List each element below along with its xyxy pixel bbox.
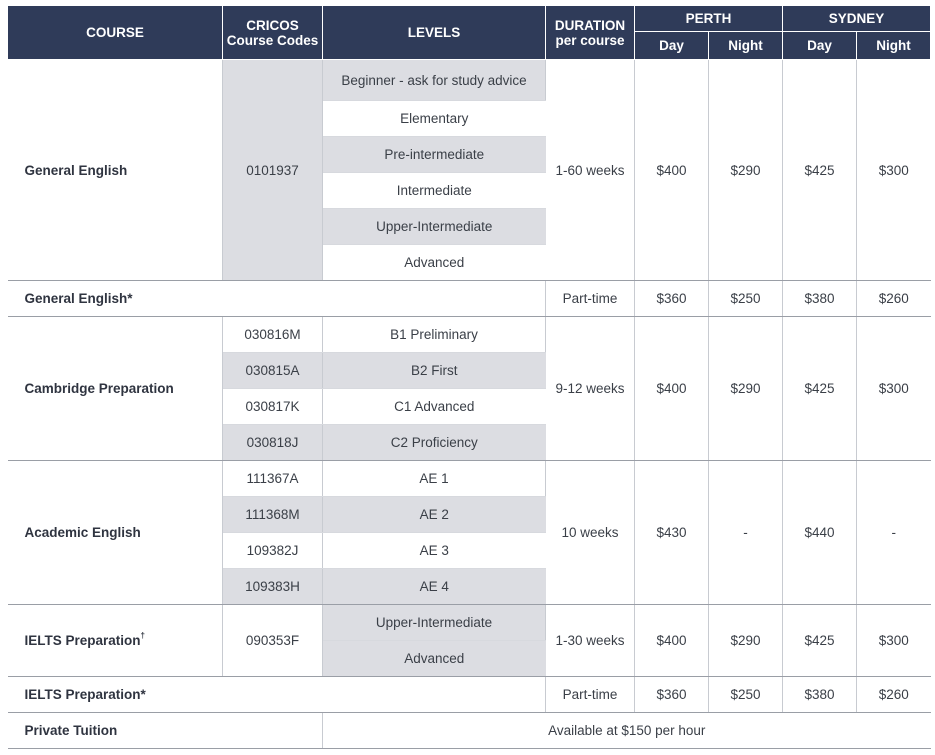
dagger-mark: † xyxy=(140,631,145,640)
price-sydney-day: $425 xyxy=(783,60,857,281)
header-levels: LEVELS xyxy=(323,6,546,60)
price-sydney-day: $380 xyxy=(783,677,857,713)
price-perth-night: - xyxy=(709,461,783,605)
level-cell: Advanced xyxy=(323,641,546,677)
duration-cell: Part-time xyxy=(546,677,635,713)
cricos-code: 090353F xyxy=(223,605,323,677)
course-name: IELTS Preparation† xyxy=(8,605,223,677)
price-sydney-day: $440 xyxy=(783,461,857,605)
course-price-table xyxy=(7,5,931,749)
cricos-code: 109382J xyxy=(223,533,323,569)
price-perth-night: $250 xyxy=(709,281,783,317)
header-duration: DURATION per course xyxy=(546,6,635,60)
level-cell: AE 4 xyxy=(323,569,546,605)
cricos-code: 0101937 xyxy=(223,60,323,281)
table-row xyxy=(8,60,931,101)
level-cell: C1 Advanced xyxy=(323,389,546,425)
cricos-code: 030815A xyxy=(223,353,323,389)
level-cell: Pre-intermediate xyxy=(323,137,546,173)
price-perth-day: $360 xyxy=(635,677,709,713)
price-perth-day: $430 xyxy=(635,461,709,605)
header-perth: PERTH xyxy=(635,6,783,32)
duration-cell: 1-30 weeks xyxy=(546,605,635,677)
price-perth-day: $360 xyxy=(635,281,709,317)
price-sydney-night: $300 xyxy=(857,605,931,677)
price-perth-night: $250 xyxy=(709,677,783,713)
header-sydney-night: Night xyxy=(857,32,931,60)
cricos-code: 030817K xyxy=(223,389,323,425)
table-row xyxy=(8,461,931,497)
duration-cell: Part-time xyxy=(546,281,635,317)
header-cricos: CRICOS Course Codes xyxy=(223,6,323,60)
price-perth-day: $400 xyxy=(635,317,709,461)
cricos-code: 030816M xyxy=(223,317,323,353)
course-table-wrapper xyxy=(7,5,930,749)
level-cell: Upper-Intermediate xyxy=(323,605,546,641)
level-cell: AE 1 xyxy=(323,461,546,497)
course-name: IELTS Preparation* xyxy=(8,677,546,713)
header-sydney-day: Day xyxy=(783,32,857,60)
level-cell: Elementary xyxy=(323,101,546,137)
header-sydney: SYDNEY xyxy=(783,6,931,32)
cricos-code: 109383H xyxy=(223,569,323,605)
table-row xyxy=(8,677,931,713)
cricos-code: 111368M xyxy=(223,497,323,533)
cricos-code: 030818J xyxy=(223,425,323,461)
course-name: Cambridge Preparation xyxy=(8,317,223,461)
price-perth-night: $290 xyxy=(709,317,783,461)
price-sydney-night: $260 xyxy=(857,281,931,317)
course-name: General English xyxy=(8,60,223,281)
price-sydney-night: - xyxy=(857,461,931,605)
price-perth-day: $400 xyxy=(635,60,709,281)
level-cell: Advanced xyxy=(323,245,546,281)
course-name: General English* xyxy=(8,281,546,317)
duration-cell: 10 weeks xyxy=(546,461,635,605)
private-tuition-note: Available at $150 per hour xyxy=(323,713,931,749)
price-sydney-day: $425 xyxy=(783,317,857,461)
price-sydney-night: $260 xyxy=(857,677,931,713)
header-course: COURSE xyxy=(8,6,223,60)
course-name: Academic English xyxy=(8,461,223,605)
table-row xyxy=(8,281,931,317)
duration-cell: 9-12 weeks xyxy=(546,317,635,461)
price-sydney-day: $425 xyxy=(783,605,857,677)
level-cell: B1 Preliminary xyxy=(323,317,546,353)
header-perth-day: Day xyxy=(635,32,709,60)
price-sydney-night: $300 xyxy=(857,317,931,461)
duration-cell: 1-60 weeks xyxy=(546,60,635,281)
level-cell: Beginner - ask for study advice xyxy=(323,60,546,101)
level-cell: AE 3 xyxy=(323,533,546,569)
price-sydney-night: $300 xyxy=(857,60,931,281)
level-cell: C2 Proficiency xyxy=(323,425,546,461)
level-cell: Upper-Intermediate xyxy=(323,209,546,245)
level-cell: B2 First xyxy=(323,353,546,389)
level-cell: AE 2 xyxy=(323,497,546,533)
price-perth-night: $290 xyxy=(709,605,783,677)
table-row xyxy=(8,317,931,353)
header-perth-night: Night xyxy=(709,32,783,60)
cricos-code: 111367A xyxy=(223,461,323,497)
price-sydney-day: $380 xyxy=(783,281,857,317)
price-perth-day: $400 xyxy=(635,605,709,677)
course-name: Private Tuition xyxy=(8,713,323,749)
table-row xyxy=(8,713,931,749)
price-perth-night: $290 xyxy=(709,60,783,281)
level-cell: Intermediate xyxy=(323,173,546,209)
table-row xyxy=(8,605,931,641)
